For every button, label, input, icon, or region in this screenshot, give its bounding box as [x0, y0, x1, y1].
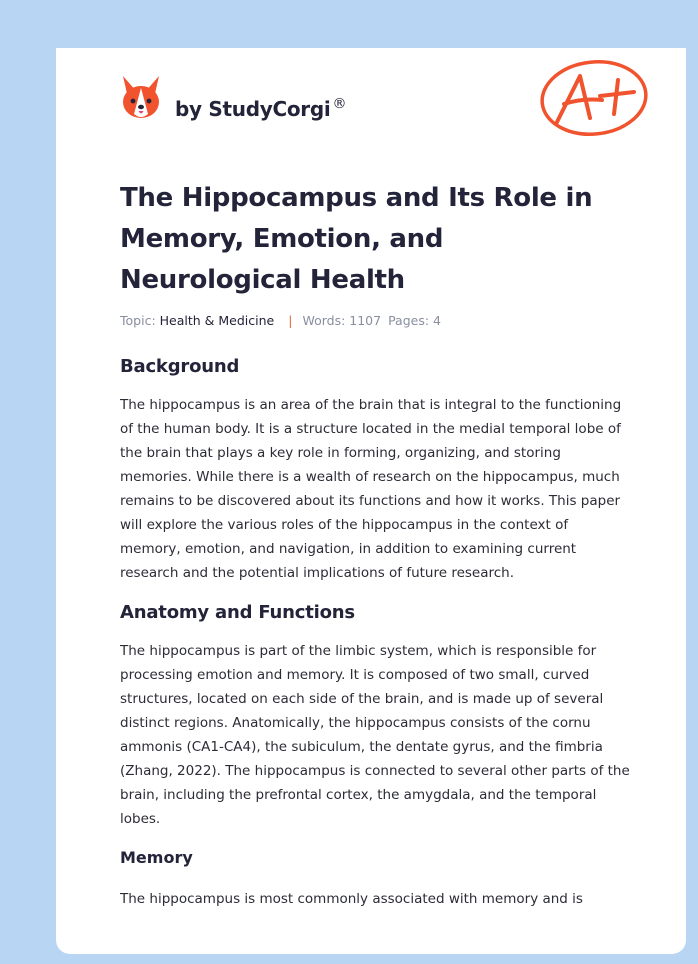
header [120, 74, 650, 144]
article [120, 178, 630, 911]
section-text-anatomy: The hippocampus is part of the limbic system, which is responsible for processing emotion and memory. It is composed of two small, curved structures, located on each side of the brain, and is made up of several distinct regions. Anatomically, the hippocampus consists of the cornu ammonis (CA1-CA4), the subiculum, the dentate gyrus, and the fimbria (Zhang, 2022). The hippocampus is connected to several other parts of the brain, including the prefrontal cortex, the amygdala, and the temporal lobes. [120, 643, 630, 827]
page-count: Pages: 4 [388, 313, 441, 328]
section-text-memory: The hippocampus is most commonly associated with memory and is [120, 891, 583, 907]
section-text-background: The hippocampus is an area of the brain that is integral to the functioning of the human body. It is a structure located in the medial temporal lobe of the brain that plays a key role in forming, organizing, and storing memories. While there is a wealth of research on the hippocampus, much remains to be discovered about its functions and how it works. This paper will explore the various roles of the hippocampus in the context of memory, emotion, and navigation, in addition to examining current research and the potential implications of future research. [120, 397, 622, 581]
topic-link[interactable]: Health & Medicine [159, 313, 275, 328]
meta-separator: | [288, 313, 293, 328]
page-title: The Hippocampus and Its Role in Memory, Emotion, and Neurological Health [120, 183, 593, 295]
article-meta [120, 313, 630, 328]
corgi-icon[interactable] [120, 74, 162, 120]
section-heading-anatomy: Anatomy and Functions [120, 602, 355, 623]
section-heading-memory: Memory [120, 848, 193, 867]
word-count: Words: 1107 [302, 313, 382, 328]
topic-label: Topic: [120, 313, 156, 328]
brand-name[interactable]: by StudyCorgi ® [175, 96, 347, 121]
registered-mark: ® [332, 96, 347, 112]
a-plus-grade-icon [538, 58, 650, 140]
section-heading-background: Background [120, 356, 240, 377]
document-page [56, 48, 686, 954]
